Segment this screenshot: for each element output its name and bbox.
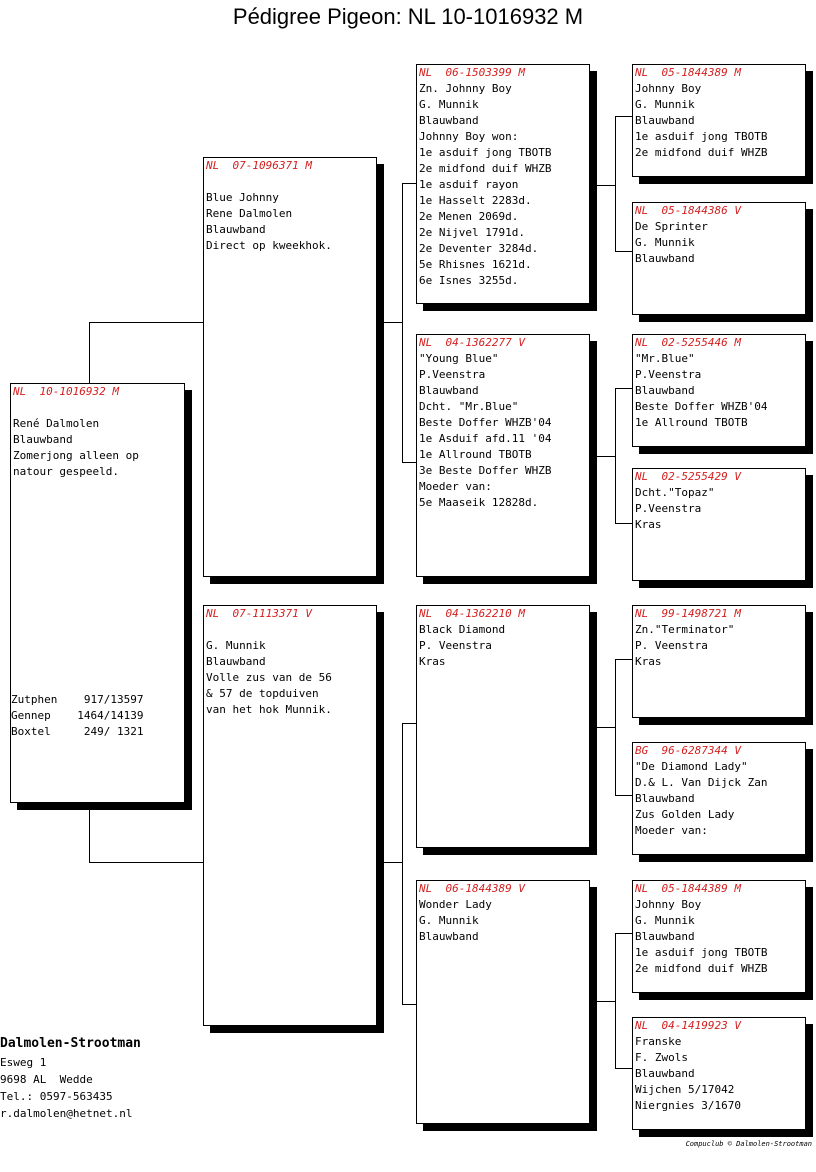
detail-line: Beste Doffer WHZB'04 xyxy=(635,400,768,413)
pigeon-details xyxy=(419,622,589,670)
connector-line xyxy=(615,795,632,796)
detail-line: Blauwband xyxy=(419,114,479,127)
detail-line: René Dalmolen xyxy=(13,417,100,430)
connector-line xyxy=(615,388,616,524)
detail-line: G. Munnik xyxy=(635,98,695,111)
detail-line: 3e Beste Doffer WHZB xyxy=(419,464,552,477)
ring-number: NL 02-5255429 V xyxy=(635,470,741,483)
detail-line: 1e Allround TBOTB xyxy=(635,416,748,429)
sire-dam-sire-card[interactable] xyxy=(632,334,806,447)
pigeon-details xyxy=(206,190,376,254)
connector-line xyxy=(402,183,417,184)
detail-line: Black Diamond xyxy=(419,623,506,636)
pigeon-details xyxy=(635,622,805,670)
detail-line: P.Veenstra xyxy=(419,368,486,381)
detail-line: Blauwband xyxy=(635,930,695,943)
detail-line: Johnny Boy won: xyxy=(419,130,519,143)
connector-line xyxy=(402,723,403,1005)
detail-line: Wijchen 5/17042 xyxy=(635,1083,735,1096)
connector-line xyxy=(89,322,204,323)
detail-line: P.Veenstra xyxy=(635,502,702,515)
owner-phone: Tel.: 0597-563435 xyxy=(0,1090,113,1103)
connector-line xyxy=(402,723,417,724)
connector-line xyxy=(402,183,403,462)
dam-dam-sire-card[interactable] xyxy=(632,880,806,993)
detail-line: Zus Golden Lady xyxy=(635,808,735,821)
detail-line: Blauwband xyxy=(419,930,479,943)
connector-line xyxy=(615,388,632,389)
detail-line: Zn."Terminator" xyxy=(635,623,735,636)
detail-line: Blauwband xyxy=(635,1067,695,1080)
detail-line: Franske xyxy=(635,1035,682,1048)
owner-info xyxy=(0,1035,141,1122)
ring-number: NL 06-1844389 V xyxy=(419,882,525,895)
detail-line: 1e asduif jong TBOTB xyxy=(419,146,552,159)
detail-line: De Sprinter xyxy=(635,220,708,233)
detail-line: P.Veenstra xyxy=(635,368,702,381)
sire-sire-dam-card[interactable] xyxy=(632,202,806,315)
detail-line: Blauwband xyxy=(13,433,73,446)
subject-pigeon-card[interactable] xyxy=(10,383,185,803)
connector-line xyxy=(615,659,632,660)
connector-line xyxy=(597,185,615,186)
detail-line: 2e midfond duif WHZB xyxy=(635,146,768,159)
connector-line xyxy=(615,933,616,1069)
detail-line: 2e Nijvel 1791d. xyxy=(419,226,525,239)
dam-sire-sire-card[interactable] xyxy=(632,605,806,718)
dam-card[interactable] xyxy=(203,605,377,1026)
sire-dam-card[interactable] xyxy=(416,334,590,577)
owner-name: Dalmolen-Strootman xyxy=(0,1036,141,1051)
connector-line xyxy=(597,1001,615,1002)
detail-line: van het hok Munnik. xyxy=(206,703,332,716)
detail-line: Dcht."Topaz" xyxy=(635,486,715,499)
ring-number: NL 07-1113371 V xyxy=(206,607,312,620)
ring-number: NL 04-1419923 V xyxy=(635,1019,741,1032)
detail-line: 5e Rhisnes 1621d. xyxy=(419,258,532,271)
detail-line: 1e asduif jong TBOTB xyxy=(635,130,768,143)
race-results xyxy=(11,692,143,740)
detail-line: Volle zus van de 56 xyxy=(206,671,332,684)
footer-credit: Compuclub © Dalmolen-Strootman xyxy=(685,1140,812,1148)
detail-line: 1e asduif jong TBOTB xyxy=(635,946,768,959)
detail-line: Zomerjong alleen op xyxy=(13,449,139,462)
detail-line: Niergnies 3/1670 xyxy=(635,1099,741,1112)
ring-number: NL 02-5255446 M xyxy=(635,336,741,349)
detail-line: P. Veenstra xyxy=(635,639,708,652)
pigeon-details xyxy=(635,351,805,431)
connector-line xyxy=(89,322,90,383)
pigeon-details xyxy=(419,897,589,945)
detail-line: Blauwband xyxy=(635,114,695,127)
ring-number: NL 06-1503399 M xyxy=(419,66,525,79)
detail-line: Dcht. "Mr.Blue" xyxy=(419,400,519,413)
detail-line: D.& L. Van Dijck Zan xyxy=(635,776,768,789)
owner-address-city: 9698 AL Wedde xyxy=(0,1073,93,1086)
dam-dam-dam-card[interactable] xyxy=(632,1017,806,1130)
connector-line xyxy=(597,456,615,457)
ring-number: NL 05-1844389 M xyxy=(635,66,741,79)
detail-line: & 57 de topduiven xyxy=(206,687,319,700)
detail-line: Kras xyxy=(419,655,446,668)
detail-line: G. Munnik xyxy=(635,914,695,927)
pigeon-details xyxy=(419,81,589,289)
detail-line: 2e Deventer 3284d. xyxy=(419,242,539,255)
pigeon-details xyxy=(635,1034,805,1114)
detail-line: G. Munnik xyxy=(419,914,479,927)
ring-number: NL 05-1844386 V xyxy=(635,204,741,217)
owner-address-street: Esweg 1 xyxy=(0,1056,47,1069)
detail-line: Blauwband xyxy=(206,655,266,668)
sire-sire-card[interactable] xyxy=(416,64,590,304)
dam-dam-card[interactable] xyxy=(416,880,590,1124)
detail-line: 1e Hasselt 2283d. xyxy=(419,194,532,207)
detail-line: Johnny Boy xyxy=(635,898,702,911)
sire-sire-sire-card[interactable] xyxy=(632,64,806,177)
detail-line: Kras xyxy=(635,655,662,668)
connector-line xyxy=(615,1068,632,1069)
ring-number: NL 04-1362210 M xyxy=(419,607,525,620)
detail-line: Blauwband xyxy=(635,252,695,265)
sire-card[interactable] xyxy=(203,157,377,577)
connector-line xyxy=(615,523,632,524)
pigeon-details xyxy=(13,416,184,480)
detail-line: Rene Dalmolen xyxy=(206,207,293,220)
pigeon-details xyxy=(635,219,805,267)
detail-line: Boxtel 249/ 1321 xyxy=(11,725,144,738)
detail-line: 1e Allround TBOTB xyxy=(419,448,532,461)
ring-number: NL 05-1844389 M xyxy=(635,882,741,895)
ring-number: NL 04-1362277 V xyxy=(419,336,525,349)
ring-number: NL 07-1096371 M xyxy=(206,159,312,172)
pigeon-details xyxy=(635,485,805,533)
ring-number: BG 96-6287344 V xyxy=(635,744,741,757)
detail-line: Moeder van: xyxy=(635,824,708,837)
detail-line: Blauwband xyxy=(635,792,695,805)
connector-line xyxy=(89,803,90,863)
detail-line: "De Diamond Lady" xyxy=(635,760,748,773)
detail-line: Blue Johnny xyxy=(206,191,279,204)
detail-line: 1e Asduif afd.11 '04 xyxy=(419,432,552,445)
pigeon-details xyxy=(635,81,805,161)
detail-line: Moeder van: xyxy=(419,480,492,493)
connector-line xyxy=(615,251,632,252)
connector-line xyxy=(384,322,402,323)
connector-line xyxy=(402,462,417,463)
ring-number: NL 99-1498721 M xyxy=(635,607,741,620)
owner-email[interactable]: r.dalmolen@hetnet.nl xyxy=(0,1107,133,1120)
pigeon-details xyxy=(206,638,376,718)
detail-line: Gennep 1464/14139 xyxy=(11,709,144,722)
detail-line: Zn. Johnny Boy xyxy=(419,82,512,95)
pigeon-details xyxy=(635,759,805,839)
detail-line: Kras xyxy=(635,518,662,531)
detail-line: G. Munnik xyxy=(206,639,266,652)
detail-line: Beste Doffer WHZB'04 xyxy=(419,416,552,429)
detail-line: 6e Isnes 3255d. xyxy=(419,274,519,287)
pigeon-details xyxy=(419,351,589,511)
detail-line: natour gespeeld. xyxy=(13,465,119,478)
connector-line xyxy=(615,116,616,252)
detail-line: 2e midfond duif WHZB xyxy=(635,962,768,975)
connector-line xyxy=(615,659,616,796)
detail-line: Direct op kweekhok. xyxy=(206,239,332,252)
detail-line: Blauwband xyxy=(206,223,266,236)
detail-line: Wonder Lady xyxy=(419,898,492,911)
detail-line: Blauwband xyxy=(419,384,479,397)
detail-line: 2e midfond duif WHZB xyxy=(419,162,552,175)
connector-line xyxy=(615,116,632,117)
connector-line xyxy=(89,862,204,863)
pigeon-details xyxy=(635,897,805,977)
connector-line xyxy=(384,862,402,863)
detail-line: "Young Blue" xyxy=(419,352,499,365)
page-title: Pédigree Pigeon: NL 10-1016932 M xyxy=(232,4,584,29)
detail-line: G. Munnik xyxy=(635,236,695,249)
detail-line: F. Zwols xyxy=(635,1051,688,1064)
detail-line: Blauwband xyxy=(635,384,695,397)
detail-line: 1e asduif rayon xyxy=(419,178,519,191)
dam-sire-dam-card[interactable] xyxy=(632,742,806,855)
connector-line xyxy=(402,1004,417,1005)
dam-sire-card[interactable] xyxy=(416,605,590,848)
detail-line: G. Munnik xyxy=(419,98,479,111)
connector-line xyxy=(615,933,632,934)
detail-line: 2e Menen 2069d. xyxy=(419,210,519,223)
ring-number: NL 10-1016932 M xyxy=(13,385,119,398)
detail-line: "Mr.Blue" xyxy=(635,352,695,365)
detail-line: Johnny Boy xyxy=(635,82,702,95)
connector-line xyxy=(597,727,615,728)
detail-line: Zutphen 917/13597 xyxy=(11,693,144,706)
sire-dam-dam-card[interactable] xyxy=(632,468,806,581)
detail-line: 5e Maaseik 12828d. xyxy=(419,496,539,509)
detail-line: P. Veenstra xyxy=(419,639,492,652)
